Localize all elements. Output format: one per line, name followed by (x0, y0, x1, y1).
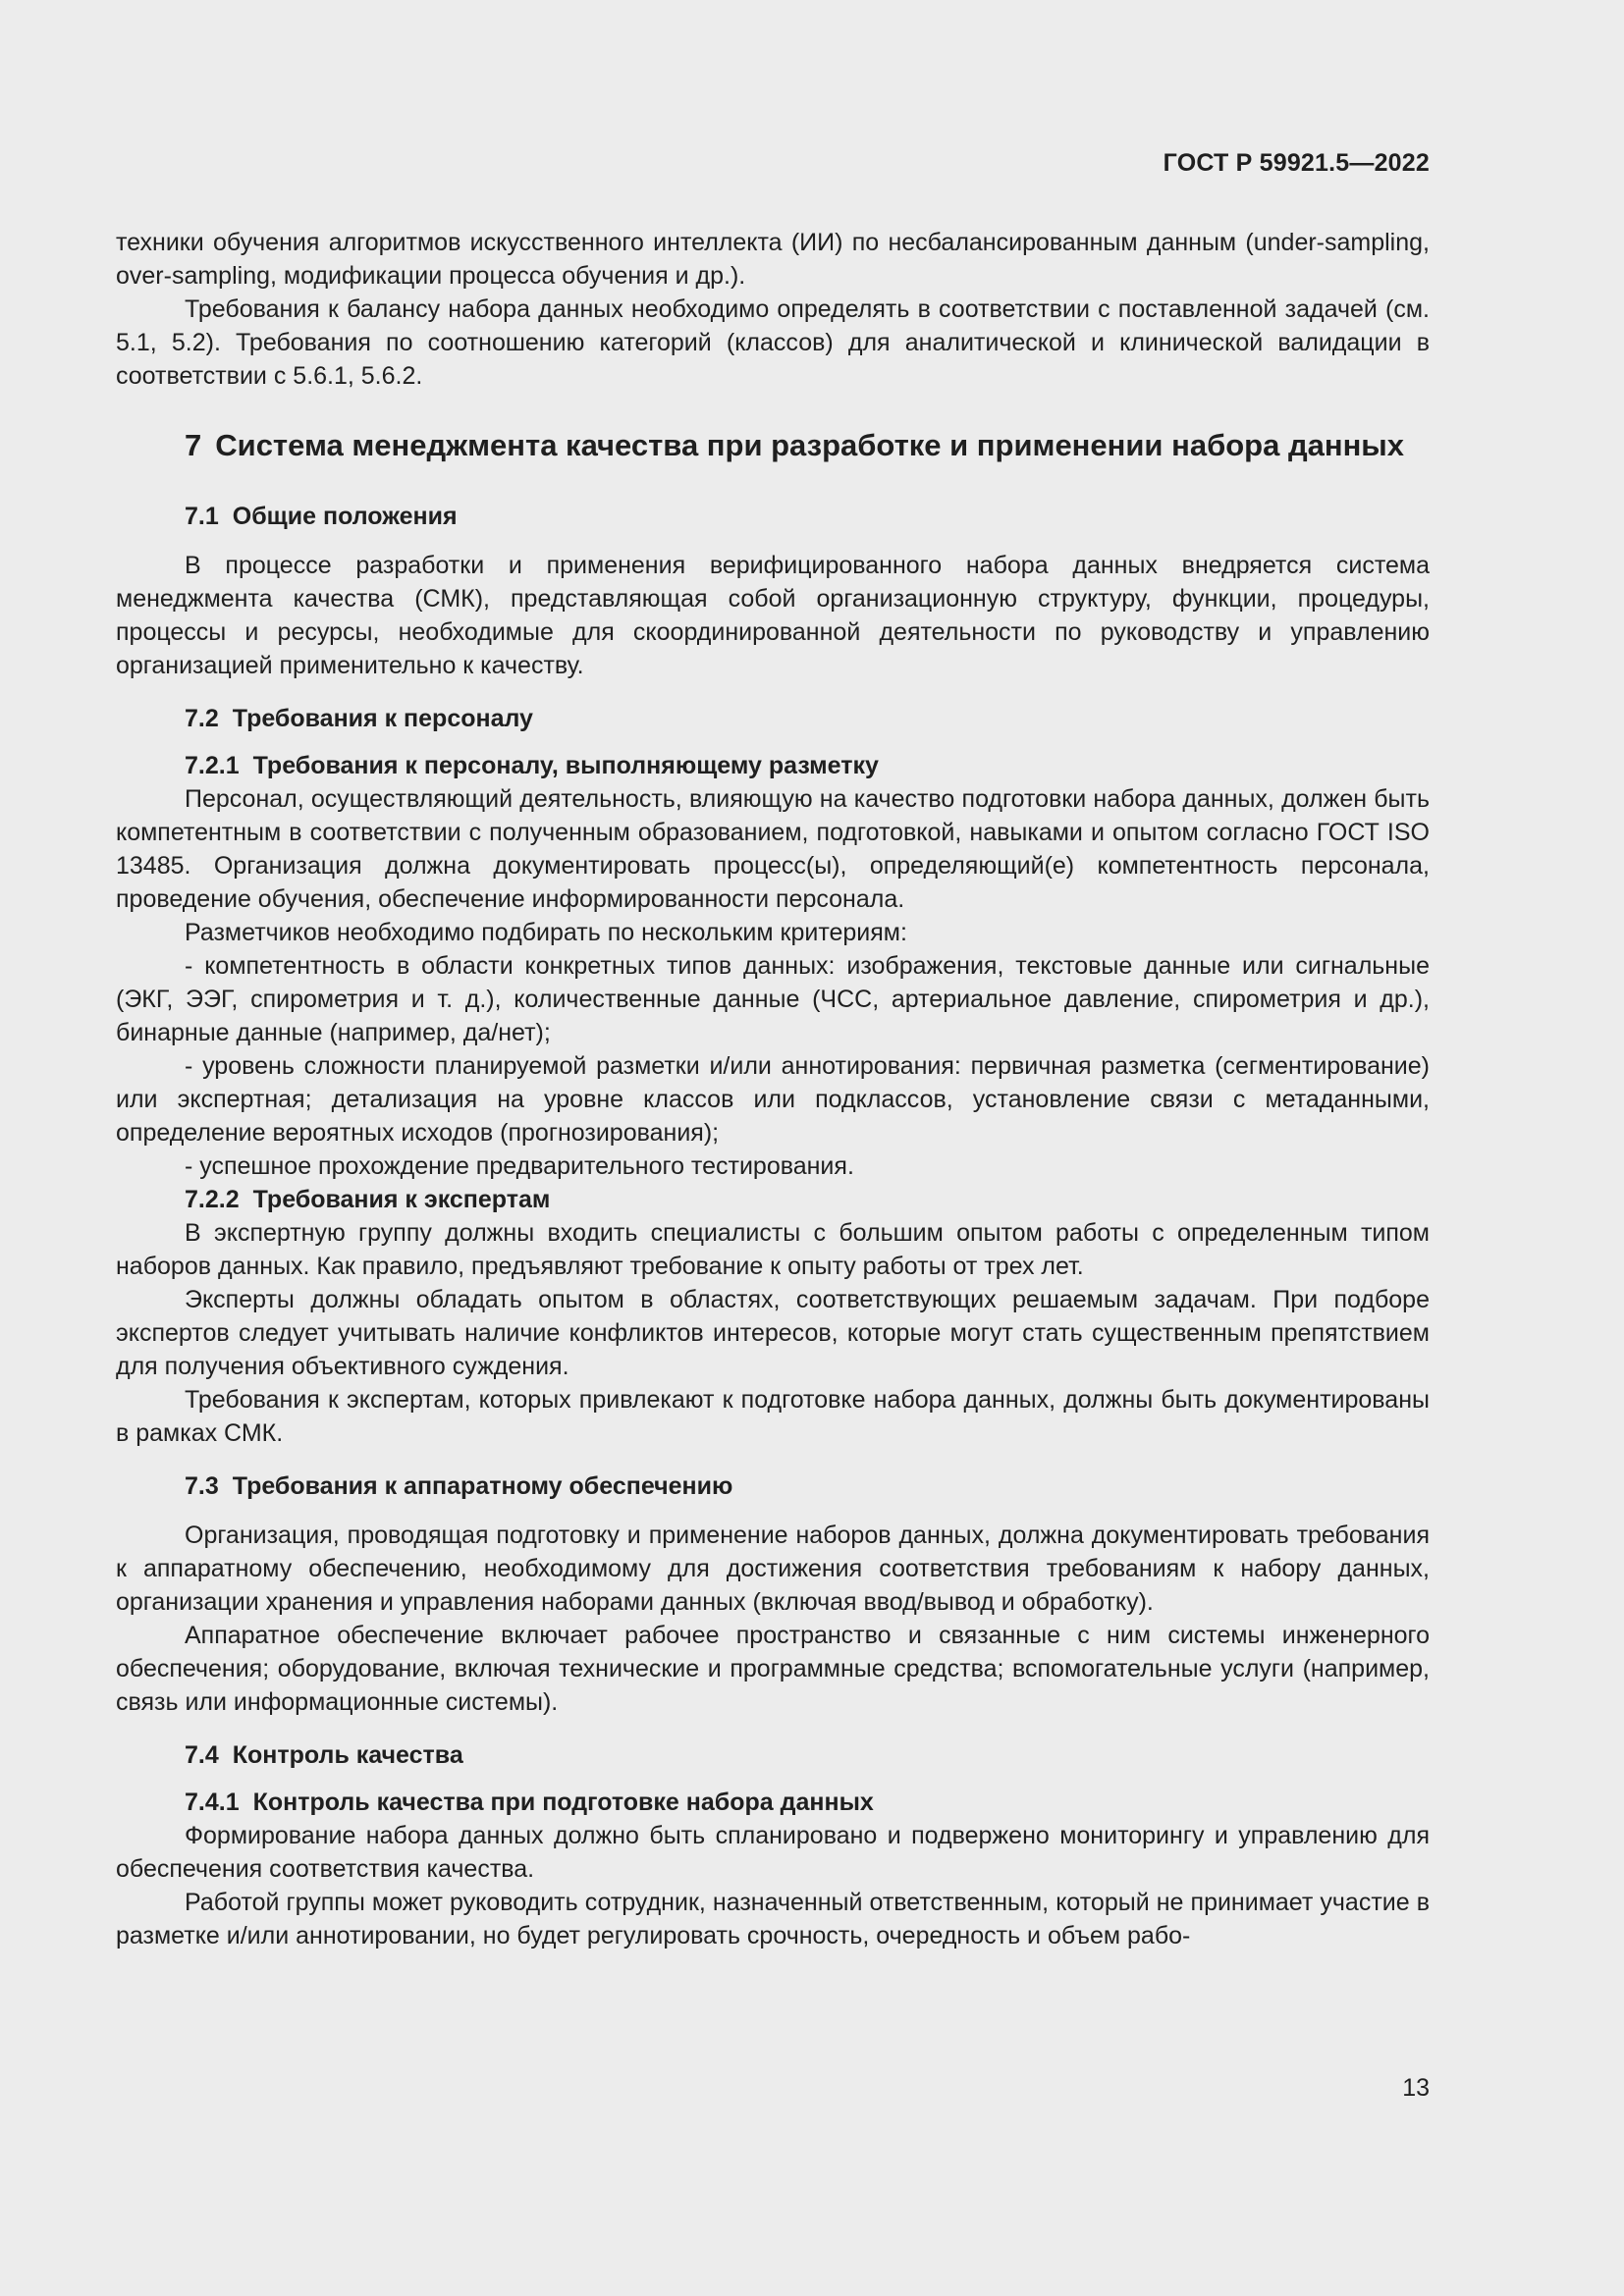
paragraph: В процессе разработки и применения верифицированного набора данных внедряется система менеджмента качества (СМК), представляющая собой организационную структуру, функции, процедуры, процессы и ресурсы, необходимые для скоординированной деятельности по руководству и управлению организацией применительно к качеству. (116, 552, 1430, 679)
section-title: Требования к аппаратному обеспечению (232, 1472, 733, 1500)
paragraph: В экспертную группу должны входить специалисты с большим опытом работы с определенным типом наборов данных. Как правило, предъявляют требование к опыту работы от трех лет. (116, 1219, 1430, 1280)
intro-paragraph: Требования к балансу набора данных необходимо определять в соответствии с поставленной задачей (см. 5.1, 5.2). Требования по соотношению категорий (классов) для аналитической и клинической валидации в соответствии с 5.6.1, 5.6.2. (116, 295, 1430, 390)
section-number: 7.4 (185, 1741, 219, 1769)
section-title: Система менеджмента качества при разработке и применении набора данных (215, 428, 1405, 462)
paragraph: Персонал, осуществляющий деятельность, влияющую на качество подготовки набора данных, должен быть компетентным в соответствии с полученным образованием, подготовкой, навыками и опытом согласно ГОСТ ISO 13485. Организация должна документировать процесс(ы), определяющий(е) компетентность персонала, проведение обучения, обеспечение информированности персонала. (116, 785, 1430, 913)
list-item: - компетентность в области конкретных типов данных: изображения, текстовые данные или сигнальные (ЭКГ, ЭЭГ, спирометрия и т. д.), количественные данные (ЧСС, артериальное давление, спирометрия и др.), бинарные данные (например, да/нет); (116, 952, 1430, 1046)
section-title: Требования к персоналу, выполняющему разметку (252, 752, 879, 779)
section-7-4-1-heading (116, 1786, 1430, 1819)
section-number: 7.2.2 (185, 1186, 240, 1213)
section-7-2-1-heading (116, 749, 1430, 782)
paragraph: Работой группы может руководить сотрудник, назначенный ответственным, который не принимает участие в разметке и/или аннотировании, но будет регулировать срочность, очередность и объем рабо- (116, 1889, 1430, 1949)
standard-code-header: ГОСТ Р 59921.5—2022 (1163, 149, 1430, 177)
section-number: 7 (185, 428, 202, 462)
section-title: Требования к персоналу (232, 705, 533, 732)
section-title: Контроль качества (232, 1741, 463, 1769)
section-title: Контроль качества при подготовке набора данных (252, 1789, 874, 1816)
list-item: - уровень сложности планируемой разметки и/или аннотирования: первичная разметка (сегментирование) или экспертная; детализация на уровне классов или подклассов, установление связи с метаданными, определение вероятных исходов (прогнозирования); (116, 1052, 1430, 1147)
paragraph: Разметчиков необходимо подбирать по нескольким критериям: (185, 919, 907, 946)
section-7-2-heading (116, 702, 1430, 735)
paragraph: Аппаратное обеспечение включает рабочее пространство и связанные с ним системы инженерного обеспечения; оборудование, включая технические и программные средства; вспомогательные услуги (например, связь или информационные системы). (116, 1622, 1430, 1716)
document-page (116, 0, 1430, 2296)
section-7-heading (116, 426, 1430, 464)
section-7-2-2-heading (116, 1183, 1430, 1216)
section-7-1-heading (116, 500, 1430, 533)
paragraph: Требования к экспертам, которых привлекают к подготовке набора данных, должны быть документированы в рамках СМК. (116, 1386, 1430, 1447)
section-title: Общие положения (232, 503, 458, 530)
section-number: 7.2 (185, 705, 219, 732)
paragraph: Формирование набора данных должно быть спланировано и подвержено мониторингу и управлению для обеспечения соответствия качества. (116, 1822, 1430, 1883)
section-number: 7.4.1 (185, 1789, 240, 1816)
section-number: 7.3 (185, 1472, 219, 1500)
paragraph: Эксперты должны обладать опытом в областях, соответствующих решаемым задачам. При подборе экспертов следует учитывать наличие конфликтов интересов, которые могут стать существенным препятствием для получения объективного суждения. (116, 1286, 1430, 1380)
intro-paragraph-continued: техники обучения алгоритмов искусственного интеллекта (ИИ) по несбалансированным данным (under-sampling, over-sampling, модификации процесса обучения и др.). (116, 229, 1430, 290)
section-7-3-heading (116, 1469, 1430, 1503)
section-number: 7.2.1 (185, 752, 240, 779)
section-number: 7.1 (185, 503, 219, 530)
page-number: 13 (1402, 2074, 1430, 2102)
body-text (116, 226, 1430, 1952)
list-item: - успешное прохождение предварительного тестирования. (185, 1152, 854, 1180)
section-title: Требования к экспертам (252, 1186, 551, 1213)
section-7-4-heading (116, 1738, 1430, 1772)
paragraph: Организация, проводящая подготовку и применение наборов данных, должна документировать требования к аппаратному обеспечению, необходимому для достижения соответствия требованиям к набору данных, организации хранения и управления наборами данных (включая ввод/вывод и обработку). (116, 1522, 1430, 1616)
